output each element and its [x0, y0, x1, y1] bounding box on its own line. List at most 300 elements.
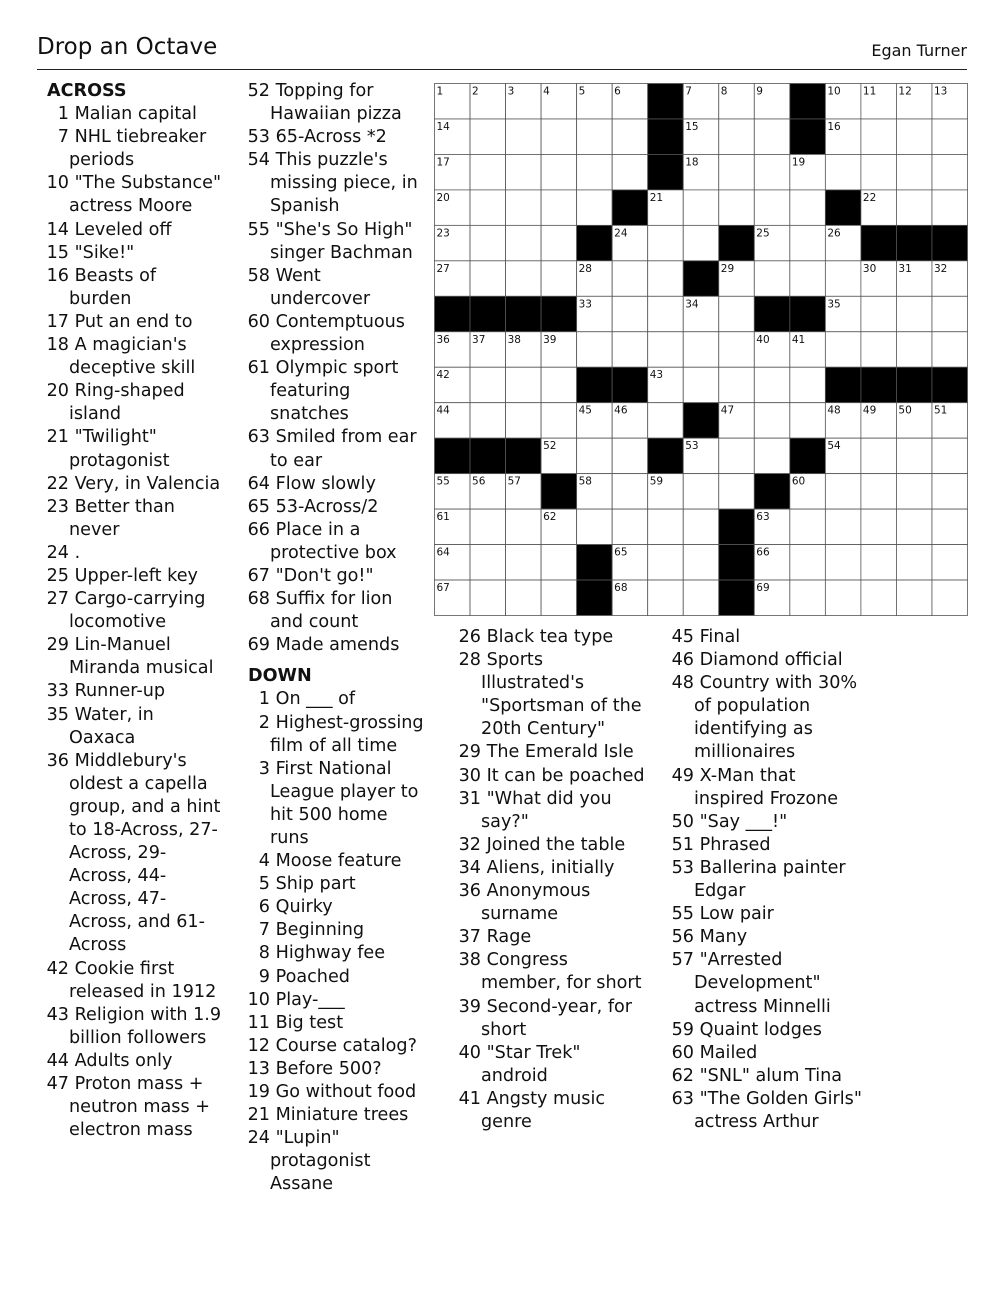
down-clue-26[interactable]	[450, 626, 650, 649]
clue-column-3	[450, 626, 650, 1134]
clue-number: 29	[458, 742, 481, 763]
grid-cell[interactable]	[683, 474, 719, 509]
grid-block	[861, 367, 897, 402]
clue-text: Rage	[481, 927, 532, 948]
clue-number: 46	[671, 650, 694, 671]
down-clue-55[interactable]	[663, 903, 863, 926]
clue-text: Go without food	[270, 1082, 417, 1103]
down-clue-41[interactable]	[450, 1088, 650, 1134]
down-clue-34[interactable]	[450, 857, 650, 880]
down-clue-37[interactable]	[450, 926, 650, 949]
grid-cell[interactable]	[541, 403, 577, 438]
cell-number: 3	[507, 85, 515, 98]
across-clue-43[interactable]	[38, 1004, 223, 1050]
grid-cell[interactable]	[932, 509, 968, 544]
grid-cell[interactable]	[825, 474, 861, 509]
grid-cell[interactable]	[754, 154, 790, 189]
down-clue-53[interactable]	[663, 857, 863, 903]
grid-block	[896, 225, 932, 260]
grid-cell[interactable]	[896, 296, 932, 331]
grid-cell[interactable]	[754, 190, 790, 225]
across-clue-22[interactable]	[38, 473, 223, 496]
grid-cell[interactable]	[825, 580, 861, 615]
grid-cell[interactable]	[896, 190, 932, 225]
grid-cell[interactable]	[506, 190, 542, 225]
grid-cell[interactable]	[577, 154, 613, 189]
grid-cell[interactable]	[470, 190, 506, 225]
down-clue-32[interactable]	[450, 834, 650, 857]
grid-block	[932, 225, 968, 260]
clue-number: 16	[46, 265, 69, 286]
grid-cell[interactable]	[754, 119, 790, 154]
grid-cell[interactable]	[648, 225, 684, 260]
cell-number: 17	[436, 156, 450, 169]
grid-cell[interactable]	[825, 261, 861, 296]
cell-number: 18	[685, 156, 699, 169]
grid-cell[interactable]	[790, 367, 826, 402]
clue-number: 68	[247, 589, 270, 610]
clue-text: .	[69, 542, 81, 563]
across-clue-54[interactable]	[239, 149, 424, 218]
down-clue-59[interactable]	[663, 1019, 863, 1042]
grid-cell[interactable]	[790, 261, 826, 296]
clue-number: 55	[671, 904, 694, 925]
clue-text: Miniature trees	[270, 1105, 409, 1126]
grid-cell[interactable]	[896, 119, 932, 154]
grid-cell[interactable]	[683, 225, 719, 260]
clue-number: 12	[247, 1035, 270, 1056]
grid-cell[interactable]	[506, 580, 542, 615]
grid-cell[interactable]	[612, 509, 648, 544]
grid-cell[interactable]	[790, 190, 826, 225]
clue-number: 56	[671, 927, 694, 948]
down-clue-36[interactable]	[450, 880, 650, 926]
across-clue-68[interactable]	[239, 588, 424, 634]
grid-block	[612, 367, 648, 402]
down-clue-13[interactable]	[239, 1058, 424, 1081]
down-clue-38[interactable]	[450, 949, 650, 995]
cell-number: 25	[756, 227, 770, 240]
grid-block	[506, 296, 542, 331]
cell-number: 7	[685, 85, 692, 98]
across-clue-25[interactable]	[38, 565, 223, 588]
across-clue-20[interactable]	[38, 380, 223, 426]
down-clue-3[interactable]	[239, 758, 424, 850]
grid-cell[interactable]	[719, 296, 755, 331]
down-clue-49[interactable]	[663, 765, 863, 811]
cell-number: 28	[578, 262, 593, 275]
grid-cell[interactable]	[612, 474, 648, 509]
clue-column-2	[239, 80, 424, 1197]
grid-cell[interactable]	[612, 154, 648, 189]
clue-number: 31	[458, 788, 481, 809]
down-clue-2[interactable]	[239, 712, 424, 758]
grid-cell[interactable]	[825, 332, 861, 367]
clue-number: 44	[46, 1050, 69, 1071]
grid-block	[577, 367, 613, 402]
grid-cell[interactable]	[648, 296, 684, 331]
down-clue-50[interactable]	[663, 811, 863, 834]
across-clue-10[interactable]	[38, 172, 223, 218]
grid-cell[interactable]	[470, 154, 506, 189]
clue-number: 28	[458, 650, 481, 671]
grid-cell[interactable]	[506, 367, 542, 402]
grid-cell[interactable]	[506, 225, 542, 260]
grid-cell[interactable]	[719, 438, 755, 473]
down-clue-28[interactable]	[450, 649, 650, 741]
grid-cell[interactable]	[825, 154, 861, 189]
grid-cell[interactable]	[577, 332, 613, 367]
clue-text: Place in a protective box	[270, 519, 397, 563]
grid-cell[interactable]	[896, 545, 932, 580]
grid-cell[interactable]	[612, 261, 648, 296]
down-clue-31[interactable]	[450, 788, 650, 834]
clue-number: 39	[458, 996, 481, 1017]
grid-cell[interactable]	[577, 119, 613, 154]
grid-cell[interactable]	[648, 509, 684, 544]
clue-text: 53-Across/2	[270, 496, 379, 517]
grid-cell[interactable]	[932, 154, 968, 189]
cell-number: 67	[436, 582, 450, 595]
grid-cell[interactable]	[506, 403, 542, 438]
cell-number: 51	[933, 404, 948, 417]
grid-cell[interactable]	[577, 509, 613, 544]
clue-text: Put an end to	[69, 311, 193, 332]
cell-number: 31	[898, 262, 912, 275]
clue-number: 53	[247, 127, 270, 148]
crossword-grid-svg[interactable]	[434, 83, 968, 616]
grid-cell[interactable]	[683, 545, 719, 580]
cell-number: 2	[472, 85, 479, 98]
down-clue-60[interactable]	[663, 1042, 863, 1065]
down-clue-45[interactable]	[663, 626, 863, 649]
grid-cell[interactable]	[648, 580, 684, 615]
grid-cell[interactable]	[861, 119, 897, 154]
grid-cell[interactable]	[506, 154, 542, 189]
across-clue-61[interactable]	[239, 357, 424, 426]
across-clue-66[interactable]	[239, 519, 424, 565]
grid-cell[interactable]	[541, 545, 577, 580]
grid-cell[interactable]	[896, 474, 932, 509]
down-clue-11[interactable]	[239, 1012, 424, 1035]
grid-cell[interactable]	[932, 296, 968, 331]
grid-cell[interactable]	[648, 403, 684, 438]
clue-number: 66	[247, 519, 270, 540]
across-clue-23[interactable]	[38, 496, 223, 542]
across-clue-44[interactable]	[38, 1050, 223, 1073]
clue-number: 64	[247, 473, 270, 494]
clue-text: Contemptuous expression	[270, 311, 405, 356]
grid-block	[577, 545, 613, 580]
grid-cell[interactable]	[612, 438, 648, 473]
grid-cell[interactable]	[719, 474, 755, 509]
header-divider	[37, 69, 967, 70]
grid-cell[interactable]	[648, 332, 684, 367]
grid-cell[interactable]	[541, 225, 577, 260]
grid-cell[interactable]	[683, 580, 719, 615]
clue-text: Ship part	[270, 874, 356, 895]
grid-block	[612, 190, 648, 225]
down-clue-40[interactable]	[450, 1042, 650, 1088]
across-clue-21[interactable]	[38, 426, 223, 472]
grid-cell[interactable]	[861, 474, 897, 509]
cell-number: 16	[827, 120, 841, 133]
clue-text: Poached	[270, 966, 350, 987]
down-clue-24[interactable]	[239, 1127, 424, 1196]
across-clue-58[interactable]	[239, 265, 424, 311]
across-clue-42[interactable]	[38, 958, 223, 1004]
cell-number: 34	[685, 298, 699, 311]
grid-cell[interactable]	[754, 403, 790, 438]
across-clue-63[interactable]	[239, 426, 424, 472]
grid-cell[interactable]	[825, 509, 861, 544]
down-clue-29[interactable]	[450, 741, 650, 764]
down-clue-19[interactable]	[239, 1081, 424, 1104]
cell-number: 5	[578, 85, 586, 98]
grid-block	[719, 545, 755, 580]
grid-block	[683, 261, 719, 296]
grid-cell[interactable]	[896, 438, 932, 473]
down-clue-5[interactable]	[239, 873, 424, 896]
grid-cell[interactable]	[648, 261, 684, 296]
grid-cell[interactable]	[719, 154, 755, 189]
grid-cell[interactable]	[932, 332, 968, 367]
grid-cell[interactable]	[896, 580, 932, 615]
grid-cell[interactable]	[506, 261, 542, 296]
down-clue-39[interactable]	[450, 996, 650, 1042]
clue-text: Joined the table	[481, 834, 626, 855]
down-clue-8[interactable]	[239, 942, 424, 965]
grid-cell[interactable]	[577, 190, 613, 225]
across-header: ACROSS	[47, 81, 127, 101]
cell-number: 14	[436, 120, 450, 133]
clue-text: Cargo-carrying locomotive	[69, 589, 206, 633]
grid-cell[interactable]	[470, 367, 506, 402]
clue-text: Many	[694, 927, 748, 948]
clue-text: Upper-left key	[69, 565, 198, 586]
grid-cell[interactable]	[683, 190, 719, 225]
across-clue-18[interactable]	[38, 334, 223, 380]
grid-cell[interactable]	[754, 367, 790, 402]
across-clue-24[interactable]	[38, 542, 223, 565]
grid-cell[interactable]	[506, 119, 542, 154]
clue-text: Mailed	[694, 1042, 758, 1063]
grid-cell[interactable]	[861, 545, 897, 580]
grid-cell[interactable]	[577, 438, 613, 473]
grid-cell[interactable]	[896, 332, 932, 367]
grid-cell[interactable]	[612, 332, 648, 367]
down-clue-46[interactable]	[663, 649, 863, 672]
down-clue-56[interactable]	[663, 926, 863, 949]
grid-cell[interactable]	[932, 580, 968, 615]
grid-cell[interactable]	[470, 509, 506, 544]
clue-number: 4	[258, 851, 270, 872]
down-clue-62[interactable]	[663, 1065, 863, 1088]
grid-cell[interactable]	[896, 154, 932, 189]
across-clue-53[interactable]	[239, 126, 424, 149]
across-clue-67[interactable]	[239, 565, 424, 588]
grid-cell[interactable]	[790, 225, 826, 260]
down-clue-57[interactable]	[663, 949, 863, 1018]
down-clue-63[interactable]	[663, 1088, 863, 1134]
clue-text: The Emerald Isle	[481, 742, 634, 763]
clue-text: Black tea type	[481, 627, 614, 647]
clue-number: 57	[671, 950, 694, 971]
grid-cell[interactable]	[541, 367, 577, 402]
clue-text: Smiled from ear to ear	[270, 427, 417, 471]
clue-text: Runner-up	[69, 681, 166, 702]
grid-cell[interactable]	[896, 509, 932, 544]
across-clue-17[interactable]	[38, 311, 223, 334]
grid-cell[interactable]	[506, 509, 542, 544]
clue-text: Quaint lodges	[694, 1019, 822, 1040]
clue-number: 1	[258, 689, 270, 710]
across-clue-64[interactable]	[239, 473, 424, 496]
grid-cell[interactable]	[470, 261, 506, 296]
across-clue-14[interactable]	[38, 219, 223, 242]
grid-cell[interactable]	[790, 509, 826, 544]
grid-cell[interactable]	[470, 225, 506, 260]
grid-cell[interactable]	[932, 438, 968, 473]
down-clue-12[interactable]	[239, 1035, 424, 1058]
down-clue-7[interactable]	[239, 919, 424, 942]
grid-cell[interactable]	[932, 190, 968, 225]
grid-cell[interactable]	[719, 367, 755, 402]
grid-cell[interactable]	[825, 545, 861, 580]
cell-number: 40	[756, 333, 770, 346]
grid-cell[interactable]	[790, 403, 826, 438]
grid-cell[interactable]	[648, 545, 684, 580]
grid-cell[interactable]	[541, 580, 577, 615]
grid-cell[interactable]	[932, 474, 968, 509]
clue-text: Beasts of burden	[69, 265, 157, 309]
down-clue-48[interactable]	[663, 672, 863, 764]
clue-text: Country with 30% of population identifying as millionaires	[694, 673, 858, 763]
down-clue-9[interactable]	[239, 966, 424, 989]
clue-number: 30	[458, 765, 481, 786]
cell-number: 68	[614, 582, 628, 595]
clue-text: Beginning	[270, 920, 365, 941]
cell-number: 56	[472, 475, 486, 488]
grid-cell[interactable]	[861, 296, 897, 331]
grid-cell[interactable]	[790, 545, 826, 580]
grid-cell[interactable]	[470, 580, 506, 615]
clue-number: 65	[247, 496, 270, 517]
grid-cell[interactable]	[470, 403, 506, 438]
across-clue-52[interactable]	[239, 80, 424, 126]
across-clue-1[interactable]	[38, 103, 223, 126]
grid-cell[interactable]	[861, 580, 897, 615]
grid-cell[interactable]	[683, 367, 719, 402]
grid-cell[interactable]	[861, 154, 897, 189]
across-clue-35[interactable]	[38, 704, 223, 750]
grid-cell[interactable]	[612, 296, 648, 331]
cell-number: 62	[543, 511, 557, 524]
clue-number: 58	[247, 265, 270, 286]
clue-text: Second-year, for short	[481, 996, 633, 1040]
grid-cell[interactable]	[683, 332, 719, 367]
across-clue-55[interactable]	[239, 219, 424, 265]
clue-number: 52	[247, 81, 270, 101]
cell-number: 60	[791, 475, 806, 488]
down-clue-10[interactable]	[239, 989, 424, 1012]
clue-text: Adults only	[69, 1050, 173, 1071]
clue-text: "Lupin" protagonist Assane	[270, 1128, 371, 1195]
clue-number: 51	[671, 834, 694, 855]
crossword-grid[interactable]	[434, 83, 968, 616]
grid-cell[interactable]	[541, 190, 577, 225]
across-clue-69[interactable]	[239, 634, 424, 657]
across-clue-15[interactable]	[38, 242, 223, 265]
grid-block	[932, 367, 968, 402]
grid-cell[interactable]	[683, 509, 719, 544]
across-clue-27[interactable]	[38, 588, 223, 634]
grid-cell[interactable]	[719, 190, 755, 225]
grid-cell[interactable]	[470, 545, 506, 580]
across-clue-47[interactable]	[38, 1073, 223, 1142]
down-clue-4[interactable]	[239, 850, 424, 873]
clue-number: 21	[46, 427, 69, 448]
grid-block	[470, 296, 506, 331]
across-clue-65[interactable]	[239, 496, 424, 519]
clue-text: Olympic sport featuring snatches	[270, 358, 399, 425]
grid-cell[interactable]	[861, 509, 897, 544]
down-clue-30[interactable]	[450, 765, 650, 788]
grid-cell[interactable]	[541, 119, 577, 154]
clue-text: Final	[694, 627, 741, 647]
grid-cell[interactable]	[861, 332, 897, 367]
across-clue-29[interactable]	[38, 634, 223, 680]
across-clue-36[interactable]	[38, 750, 223, 958]
down-clue-1[interactable]	[239, 688, 424, 711]
across-clue-60[interactable]	[239, 311, 424, 357]
cell-number: 29	[720, 262, 735, 275]
cell-number: 4	[543, 85, 550, 98]
grid-block	[577, 225, 613, 260]
across-clue-33[interactable]	[38, 680, 223, 703]
across-clue-16[interactable]	[38, 265, 223, 311]
grid-block	[790, 84, 826, 119]
grid-cell[interactable]	[861, 438, 897, 473]
cell-number: 44	[436, 404, 450, 417]
clue-number: 61	[247, 358, 270, 379]
grid-cell[interactable]	[470, 119, 506, 154]
clue-column-4	[663, 626, 863, 1134]
grid-cell[interactable]	[541, 261, 577, 296]
clue-number: 69	[247, 635, 270, 656]
across-clue-7[interactable]	[38, 126, 223, 172]
clue-text: First National League player to hit 500 home runs	[270, 758, 419, 848]
grid-cell[interactable]	[719, 332, 755, 367]
clue-text: Congress member, for short	[481, 950, 642, 994]
down-clue-21[interactable]	[239, 1104, 424, 1127]
clue-number: 67	[247, 565, 270, 586]
grid-cell[interactable]	[754, 438, 790, 473]
grid-cell[interactable]	[790, 580, 826, 615]
grid-cell[interactable]	[932, 119, 968, 154]
grid-cell[interactable]	[506, 545, 542, 580]
down-clue-6[interactable]	[239, 896, 424, 919]
cell-number: 11	[862, 85, 877, 98]
clue-number: 2	[258, 712, 270, 733]
grid-cell[interactable]	[612, 119, 648, 154]
grid-cell[interactable]	[719, 119, 755, 154]
down-clue-51[interactable]	[663, 834, 863, 857]
grid-block	[541, 474, 577, 509]
grid-cell[interactable]	[932, 545, 968, 580]
grid-cell[interactable]	[754, 261, 790, 296]
grid-cell[interactable]	[541, 154, 577, 189]
